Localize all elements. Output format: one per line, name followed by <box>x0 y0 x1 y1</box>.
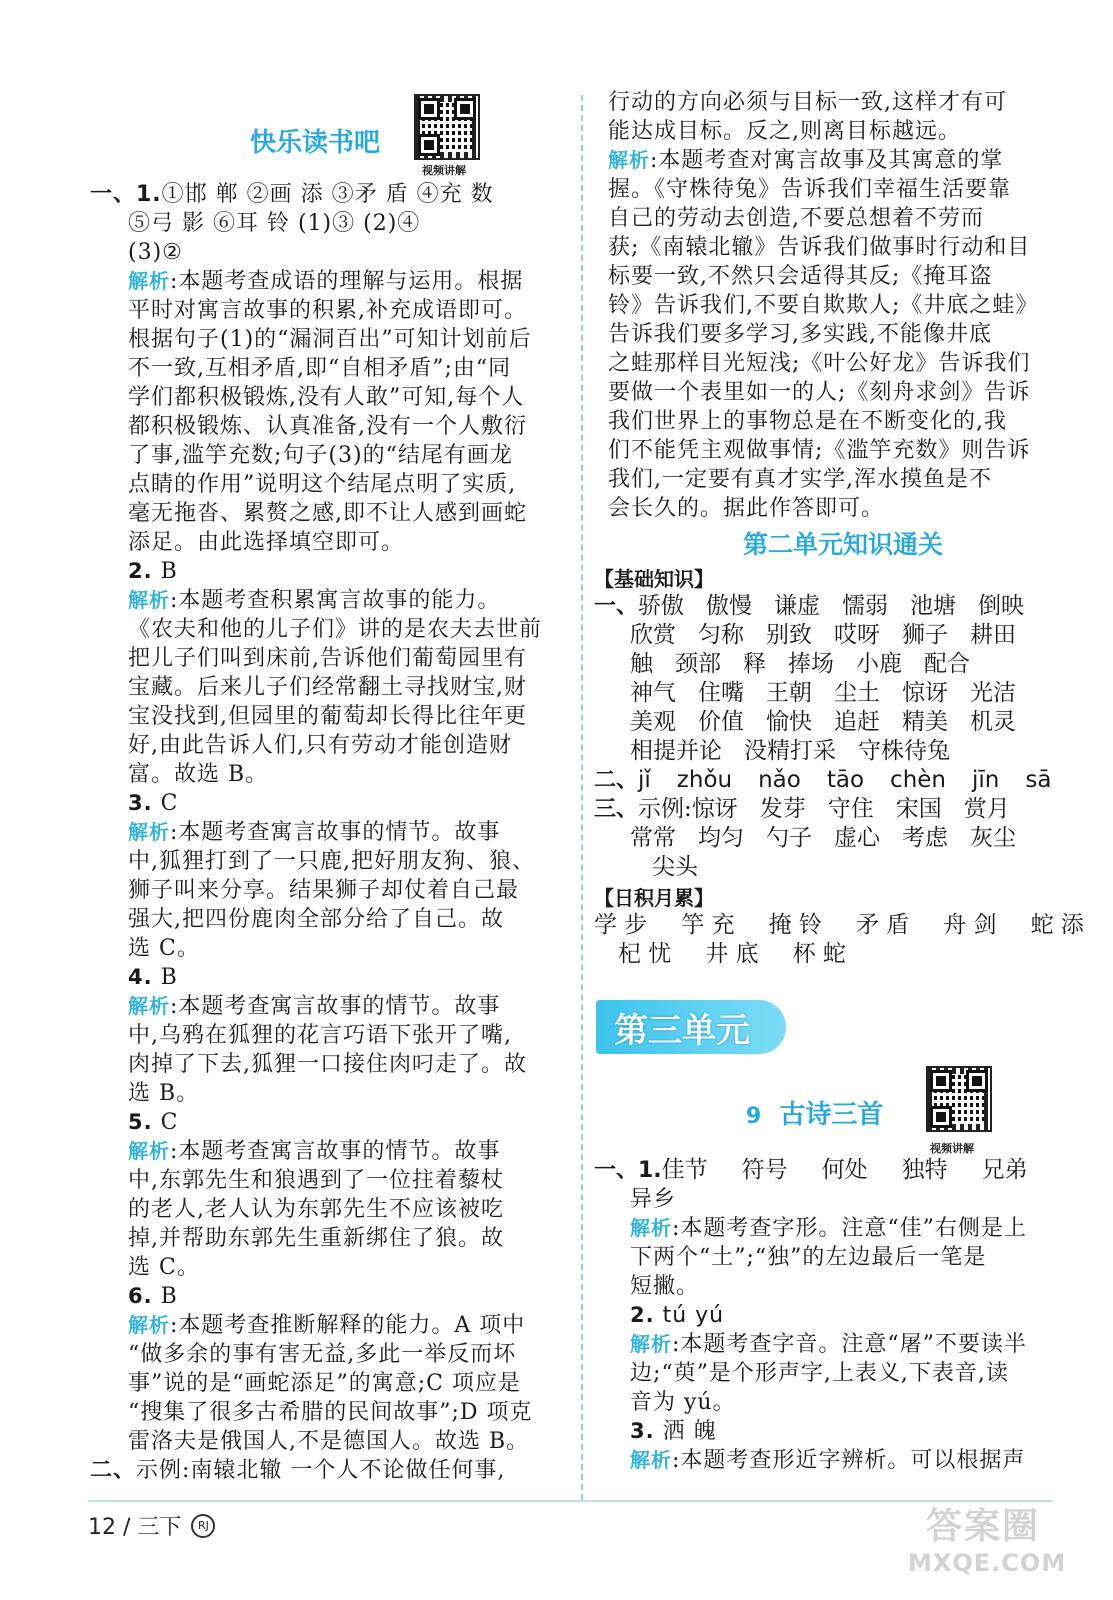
q6-analysis <box>118 1311 558 1456</box>
right-column <box>594 88 1084 969</box>
section-title: 快乐读书吧 <box>250 128 381 158</box>
q2-answer: B <box>160 559 178 584</box>
pinyin-answer: zhǒu <box>676 767 733 793</box>
q2-analysis-text: 宝没找到,但园里的葡萄却长得比往年更 <box>128 704 527 729</box>
l-q3-analysis <box>608 1446 1078 1475</box>
p3-word: 考虑 <box>902 825 948 851</box>
p1-word: 王朝 <box>766 680 812 706</box>
p1-word: 美观 <box>630 709 676 735</box>
l-q3-analysis-line <box>630 1446 1078 1475</box>
qr-caption: 视频讲解 <box>422 164 466 177</box>
q6-analysis-text: 雷洛夫是俄国人,不是德国人。故选 B。 <box>128 1429 530 1454</box>
p1-word: 配合 <box>924 651 970 677</box>
cont-analysis-line <box>608 146 1078 175</box>
l-q1-analysis-text: 下两个“土”;“独”的左边最后一笔是 <box>630 1245 987 1270</box>
q2-analysis-text: 《农夫和他的儿子们》讲的是农夫去世前 <box>128 617 543 642</box>
q6-row <box>118 1282 558 1311</box>
p1-word: 骄傲 <box>638 593 685 619</box>
p1-row <box>608 708 1078 737</box>
q6-answer: B <box>160 1284 178 1309</box>
q3-analysis-text: :本题考查寓言故事的情节。故事 <box>170 820 501 845</box>
q4-label: 4. <box>128 965 153 989</box>
p1-word: 惊讶 <box>902 680 948 706</box>
q6-analysis-line <box>128 1311 558 1340</box>
q3-analysis-text: 选 C。 <box>128 936 200 961</box>
l-q1-analysis-text: 短撇。 <box>630 1274 700 1299</box>
watermark <box>908 1498 1067 1593</box>
q2-analysis-text: 富。故选 B。 <box>128 762 269 787</box>
cont-analysis-line <box>608 378 1078 407</box>
q1-analysis-text: 了事,滥竽充数;句子(3)的“结尾有画龙 <box>128 443 513 468</box>
q1-analysis-text: 平时对寓言故事的积累,补充成语即可。 <box>128 298 527 323</box>
q3-analysis-text: 中,狐狸打到了一只鹿,把好朋友狗、狼、 <box>128 849 535 874</box>
p3-word: 宋国 <box>895 796 942 822</box>
cont-analysis-line <box>608 204 1078 233</box>
q6-analysis-line <box>128 1427 558 1456</box>
q3-analysis-line <box>128 934 558 963</box>
p1-word: 守株待兔 <box>858 738 950 764</box>
q6-analysis-line <box>128 1340 558 1369</box>
p1-word: 住嘴 <box>698 680 744 706</box>
p1-label: 一、 <box>594 594 639 619</box>
q1-analysis <box>118 267 558 557</box>
p1-word: 光洁 <box>970 680 1016 706</box>
q4-analysis-text: 选 B。 <box>128 1081 200 1106</box>
q1-analysis-line <box>128 528 558 557</box>
unit2-title: 第二单元知识通关 <box>742 530 943 559</box>
q3-analysis-line <box>128 847 558 876</box>
pinyin-answer: chèn <box>890 767 946 793</box>
p3-words-3 <box>608 853 1078 882</box>
daily-word: 掩 铃 <box>768 912 822 938</box>
part2-label: 二、 <box>90 1458 137 1483</box>
q6-label: 6. <box>128 1284 153 1308</box>
lesson-number: 9 <box>746 1104 762 1129</box>
l-q2-label: 2. <box>630 1303 655 1327</box>
daily-row-2 <box>608 940 1078 969</box>
q2-row <box>118 557 558 586</box>
l-q2-analysis-line <box>630 1359 1078 1388</box>
p1-word: 神气 <box>630 680 676 706</box>
l-q3-analysis-text: :本题考查形近字辨析。可以根据声 <box>672 1448 1026 1473</box>
p1-word: 耕田 <box>970 622 1016 648</box>
q1-analysis-text: 学们都积极锻炼,没有人敢”可知,每个人 <box>128 385 525 410</box>
l-q2-analysis-text: 边;“萸”是个形声字,上表义,下表音,读 <box>630 1361 1009 1386</box>
analysis-label: 解析 <box>128 588 170 612</box>
p2-row <box>594 766 1078 795</box>
q4-analysis-text: 肉掉了下去,狐狸一口接住肉叼走了。故 <box>128 1052 527 1077</box>
q1-answer-3: (3)② <box>128 240 183 265</box>
q2-analysis-line <box>128 673 558 702</box>
p1-word: 懦弱 <box>842 593 889 619</box>
pinyin-answer: jǐ <box>638 767 651 793</box>
q2-analysis-text: 把儿子们叫到床前,告诉他们葡萄园里有 <box>128 646 527 671</box>
q1-analysis-line <box>128 441 558 470</box>
q1-analysis-line <box>128 412 558 441</box>
l-q1-analysis <box>608 1214 1078 1301</box>
q1-analysis-line <box>128 383 558 412</box>
p1-word: 匀称 <box>698 622 744 648</box>
l-q1-words <box>662 1156 1062 1185</box>
q1-line1 <box>90 180 558 209</box>
q5-analysis <box>118 1137 558 1282</box>
q5-row <box>118 1108 558 1137</box>
p3-word: 尖头 <box>652 854 698 880</box>
q5-analysis-text: :本题考查寓言故事的情节。故事 <box>170 1139 501 1164</box>
p1-word: 释 <box>743 651 766 677</box>
analysis-label: 解析 <box>128 269 170 293</box>
analysis-label: 解析 <box>630 1448 672 1472</box>
q1-analysis-text: 都积极锻炼、认真准备,没有一个人敷衍 <box>128 414 527 439</box>
cont-analysis-line <box>608 407 1078 436</box>
q2-analysis-line <box>128 586 558 615</box>
q4-analysis-line <box>128 1079 558 1108</box>
cont-analysis-text: 之蛙那样目光短浅;《叶公好龙》告诉我们 <box>608 351 1031 376</box>
lesson-header <box>746 1094 883 1131</box>
q1-analysis-line <box>128 296 558 325</box>
reading-section-header <box>118 88 558 177</box>
footer <box>88 1510 215 1541</box>
p3-word: 均匀 <box>698 825 744 851</box>
cont-analysis <box>608 146 1078 523</box>
q6-analysis-text: “做多余的事有害无益,多此一举反而坏 <box>128 1342 517 1367</box>
cont-analysis-line <box>608 349 1078 378</box>
cont-line-2: 能达成目标。反之,则离目标越远。 <box>608 119 961 144</box>
p3-word: 虚心 <box>834 825 880 851</box>
pinyin-answer: nǎo <box>758 767 801 793</box>
cont-analysis-text: 铃》告诉我们,不要自欺欺人;《井底之蛙》 <box>608 293 1039 318</box>
l-q2-analysis-line <box>630 1388 1078 1417</box>
p1-word: 捧场 <box>788 651 834 677</box>
qr-code-icon[interactable] <box>414 94 480 160</box>
q3-analysis <box>118 818 558 963</box>
p3-word: 守住 <box>827 796 874 822</box>
lesson-answers <box>594 1156 1078 1475</box>
q4-analysis-line <box>128 992 558 1021</box>
page-number: 12 / 三下 <box>88 1515 182 1540</box>
p1-block <box>594 592 1078 766</box>
q2-analysis-line <box>128 731 558 760</box>
l-q1-analysis-text: :本题考查字形。注意“佳”右侧是上 <box>672 1216 1027 1241</box>
p1-word: 价值 <box>698 709 744 735</box>
q3-analysis-line <box>128 818 558 847</box>
l-q3-label: 3. <box>630 1419 655 1443</box>
pinyin-answer: sā <box>1025 767 1052 793</box>
cont-analysis-text: :本题考查对寓言故事及其寓意的掌 <box>650 148 1004 173</box>
p1-word: 欣赏 <box>630 622 676 648</box>
q3-answer: C <box>160 791 179 816</box>
q1-analysis-text: 点睛的作用”说明这个结尾点明了实质, <box>128 472 517 497</box>
q1-analysis-text: 不一致,互相矛盾,即“自相矛盾”;由“同 <box>128 356 512 381</box>
q6-analysis-text: :本题考查推断解释的能力。A 项中 <box>170 1313 526 1338</box>
q3-analysis-line <box>128 876 558 905</box>
p1-word: 池塘 <box>910 593 957 619</box>
cont-analysis-text: 告诉我们要多学习,多实践,不能像井底 <box>608 322 992 347</box>
p1-word: 机灵 <box>970 709 1016 735</box>
daily-word: 舟 剑 <box>943 912 997 938</box>
l-q3-answer: 洒 魄 <box>662 1419 717 1444</box>
q5-analysis-text: 中,东郭先生和狼遇到了一位拄着藜杖 <box>128 1168 504 1193</box>
l-q1-analysis-line <box>630 1272 1078 1301</box>
p1-word: 触 <box>630 651 653 677</box>
l-q1-analysis-line <box>630 1214 1078 1243</box>
l-q1-word: 兄弟 <box>981 1157 1028 1183</box>
p1-word: 傲慢 <box>706 593 753 619</box>
q5-analysis-text: 选 C。 <box>128 1255 200 1280</box>
cont-analysis-line <box>608 436 1078 465</box>
p3-label: 三、 <box>594 797 639 822</box>
p1-row <box>608 650 1078 679</box>
l-q1-label: 一、1. <box>594 1158 662 1183</box>
q5-analysis-text: 掉,并帮助东郭先生重新绑住了狼。故 <box>128 1226 504 1251</box>
p3-word: 示例:惊讶 <box>638 796 738 822</box>
cont-analysis-text: 自己的劳动去创造,不要总想着不劳而 <box>608 206 984 231</box>
q5-analysis-line <box>128 1137 558 1166</box>
cont-analysis-text: 们不能凭主观做事情;《滥竽充数》则告诉 <box>608 438 1031 463</box>
q3-label: 3. <box>128 791 153 815</box>
column-divider <box>581 95 583 1500</box>
daily-word: 学 步 <box>594 912 648 938</box>
cont-analysis-text: 我们,一定要有真才实学,浑水摸鱼是不 <box>608 467 992 492</box>
qr-code-icon-2[interactable] <box>926 1066 992 1132</box>
cont-analysis-text: 获;《南辕北辙》告诉我们做事时行动和目 <box>608 235 1031 260</box>
daily-word: 井 底 <box>705 941 759 967</box>
lesson-title: 古诗三首 <box>779 1100 884 1130</box>
q2-analysis <box>118 586 558 789</box>
q3-analysis-text: 狮子叫来分享。结果狮子却仗着自己最 <box>128 878 520 903</box>
q5-analysis-line <box>128 1253 558 1282</box>
cont-analysis-line <box>608 494 1078 523</box>
watermark-top: 答案圈 <box>925 1506 1040 1547</box>
daily-word: 杯 蛇 <box>792 941 846 967</box>
analysis-label: 解析 <box>128 994 170 1018</box>
p1-word: 别致 <box>766 622 812 648</box>
unit3-banner: 第三单元 <box>596 1000 786 1054</box>
p3-word: 赏月 <box>963 796 1010 822</box>
p1-word: 哎呀 <box>834 622 880 648</box>
q2-analysis-text: 好,由此告诉人们,只有劳动才能创造财 <box>128 733 512 758</box>
q1-analysis-text: 毫无拖沓、累赘之感,即不让人感到画蛇 <box>128 501 527 526</box>
part2-row <box>90 1456 558 1485</box>
q1-analysis-text: 添足。由此选择填空即可。 <box>128 530 405 555</box>
p3-word: 勺子 <box>766 825 812 851</box>
l-q1-analysis-line <box>630 1243 1078 1272</box>
l-q2-analysis-text: :本题考查字音。注意“屠”不要读半 <box>672 1332 1027 1357</box>
l-q2-answer: tú yú <box>662 1303 725 1328</box>
cont-analysis-text: 我们世界上的事物总是在不断变化的,我 <box>608 409 1007 434</box>
daily-word: 蛇 添 <box>1030 912 1084 938</box>
q4-analysis-line <box>128 1050 558 1079</box>
q6-analysis-text: 事”说的是“画蛇添足”的寓意;C 项应是 <box>128 1371 521 1396</box>
daily-word: 矛 盾 <box>855 912 910 938</box>
p1-word: 谦虚 <box>774 593 821 619</box>
q4-row <box>118 963 558 992</box>
q2-label: 2. <box>128 559 153 583</box>
l-q1-row <box>594 1156 1078 1185</box>
q2-analysis-line <box>128 644 558 673</box>
cont-analysis-text: 标要一致,不然只会适得其反;《掩耳盗 <box>608 264 993 289</box>
q6-analysis-line <box>128 1398 558 1427</box>
q1-analysis-line <box>128 267 558 296</box>
daily-word: 竽 充 <box>681 912 735 938</box>
p1-word: 小鹿 <box>856 651 902 677</box>
q1-analysis-text: 根据句子(1)的“漏洞百出”可知计划前后 <box>128 327 532 352</box>
q2-analysis-text: 宝藏。后来儿子们经常翻土寻找财宝,财 <box>128 675 527 700</box>
q4-analysis-text: :本题考查寓言故事的情节。故事 <box>170 994 501 1019</box>
pinyin-answer: jīn <box>972 767 1000 793</box>
cont-analysis-text: 握。《守株待兔》告诉我们幸福生活要靠 <box>608 177 1012 202</box>
q4-analysis-text: 中,乌鸦在狐狸的花言巧语下张开了嘴, <box>128 1023 512 1048</box>
l-q2-analysis <box>608 1330 1078 1417</box>
q5-label: 5. <box>128 1110 153 1134</box>
q6-analysis-text: “搜集了很多古希腊的民间故事”;D 项克 <box>128 1400 533 1425</box>
q5-analysis-line <box>128 1195 558 1224</box>
analysis-label: 解析 <box>128 820 170 844</box>
basic-knowledge-label: 【基础知识】 <box>594 567 714 591</box>
q1-analysis-line <box>128 354 558 383</box>
p1-word: 倒映 <box>978 593 1025 619</box>
q1-analysis-text: :本题考查成语的理解与运用。根据 <box>170 269 524 294</box>
p1-word: 追赶 <box>834 709 880 735</box>
p2-label: 二、 <box>594 768 639 793</box>
p3-words-2 <box>608 824 1078 853</box>
p1-word: 颈部 <box>675 651 721 677</box>
p1-row <box>608 621 1078 650</box>
edition-badge: RJ <box>191 1514 215 1538</box>
q2-analysis-line <box>128 615 558 644</box>
q5-analysis-text: 的老人,老人认为东郭先生不应该被吃 <box>128 1197 504 1222</box>
p3-word: 灰尘 <box>970 825 1016 851</box>
q6-analysis-line <box>128 1369 558 1398</box>
q4-answer: B <box>160 965 178 990</box>
l-q1-word: 佳节 <box>661 1157 708 1183</box>
cont-analysis-text: 会长久的。据此作答即可。 <box>608 496 885 521</box>
analysis-label: 解析 <box>608 148 650 172</box>
q4-analysis-line <box>128 1021 558 1050</box>
q1-answer-2: ⑤弓 影 ⑥耳 铃 (1)③ (2)④ <box>128 211 421 236</box>
daily-row-1 <box>594 911 1084 940</box>
left-column <box>90 88 558 1485</box>
cont-analysis-line <box>608 233 1078 262</box>
q1-label: 一、1. <box>90 182 162 207</box>
q1-analysis-line <box>128 325 558 354</box>
q3-analysis-line <box>128 905 558 934</box>
p3-word: 常常 <box>630 825 676 851</box>
watermark-bottom: MXQE.COM <box>908 1549 1067 1577</box>
q3-row <box>118 789 558 818</box>
analysis-label: 解析 <box>630 1332 672 1356</box>
p1-word: 愉快 <box>766 709 812 735</box>
p3-words-1 <box>638 795 1032 824</box>
daily-word: 杞 忧 <box>618 941 672 967</box>
analysis-label: 解析 <box>128 1313 170 1337</box>
q5-answer: C <box>160 1110 179 1135</box>
q5-analysis-line <box>128 1224 558 1253</box>
p1-word: 尘土 <box>834 680 880 706</box>
p1-word: 狮子 <box>902 622 948 648</box>
cont-analysis-line <box>608 291 1078 320</box>
analysis-label: 解析 <box>630 1216 672 1240</box>
p2-pinyin <box>638 766 1077 795</box>
pinyin-answer: tāo <box>826 767 865 793</box>
q3-analysis-text: 强大,把四份鹿肉全部分给了自己。故 <box>128 907 504 932</box>
q1-analysis-line <box>128 470 558 499</box>
cont-analysis-line <box>608 262 1078 291</box>
p1-word: 精美 <box>902 709 948 735</box>
p3-word: 发芽 <box>759 796 806 822</box>
l-q2-row <box>608 1301 1078 1330</box>
cont-analysis-line <box>608 465 1078 494</box>
q1-analysis-line <box>128 499 558 528</box>
p3-row1 <box>594 795 1078 824</box>
part2-text: 示例:南辕北辙 一个人不论做任何事, <box>136 1458 506 1483</box>
p1-row <box>608 679 1078 708</box>
qr-caption-2: 视频讲解 <box>930 1142 974 1155</box>
q2-analysis-text: :本题考查积累寓言故事的能力。 <box>170 588 501 613</box>
l-q1-words-2: 异乡 <box>630 1187 677 1212</box>
q4-analysis <box>118 992 558 1108</box>
q1-answer-1: ①邯 郸 ②画 添 ③矛 盾 ④充 数 <box>161 182 494 207</box>
l-q1-word: 符号 <box>741 1157 788 1183</box>
q2-analysis-line <box>128 760 558 789</box>
l-q1-word: 何处 <box>821 1157 868 1183</box>
l-q2-analysis-text: 音为 yú。 <box>630 1390 736 1415</box>
p1-word: 相提并论 <box>630 738 722 764</box>
p1-row <box>594 592 1078 621</box>
cont-analysis-line <box>608 175 1078 204</box>
cont-line-1: 行动的方向必须与目标一致,这样才有可 <box>608 90 1007 115</box>
p1-row <box>608 737 1078 766</box>
l-q1-word: 独特 <box>901 1157 948 1183</box>
analysis-label: 解析 <box>128 1139 170 1163</box>
daily-label: 【日积月累】 <box>594 886 714 910</box>
p1-word: 没精打采 <box>744 738 836 764</box>
cont-analysis-text: 要做一个表里如一的人;《刻舟求剑》告诉 <box>608 380 1031 405</box>
q5-analysis-line <box>128 1166 558 1195</box>
cont-analysis-line <box>608 320 1078 349</box>
q2-analysis-line <box>128 702 558 731</box>
l-q2-analysis-line <box>630 1330 1078 1359</box>
l-q3-row <box>608 1417 1078 1446</box>
